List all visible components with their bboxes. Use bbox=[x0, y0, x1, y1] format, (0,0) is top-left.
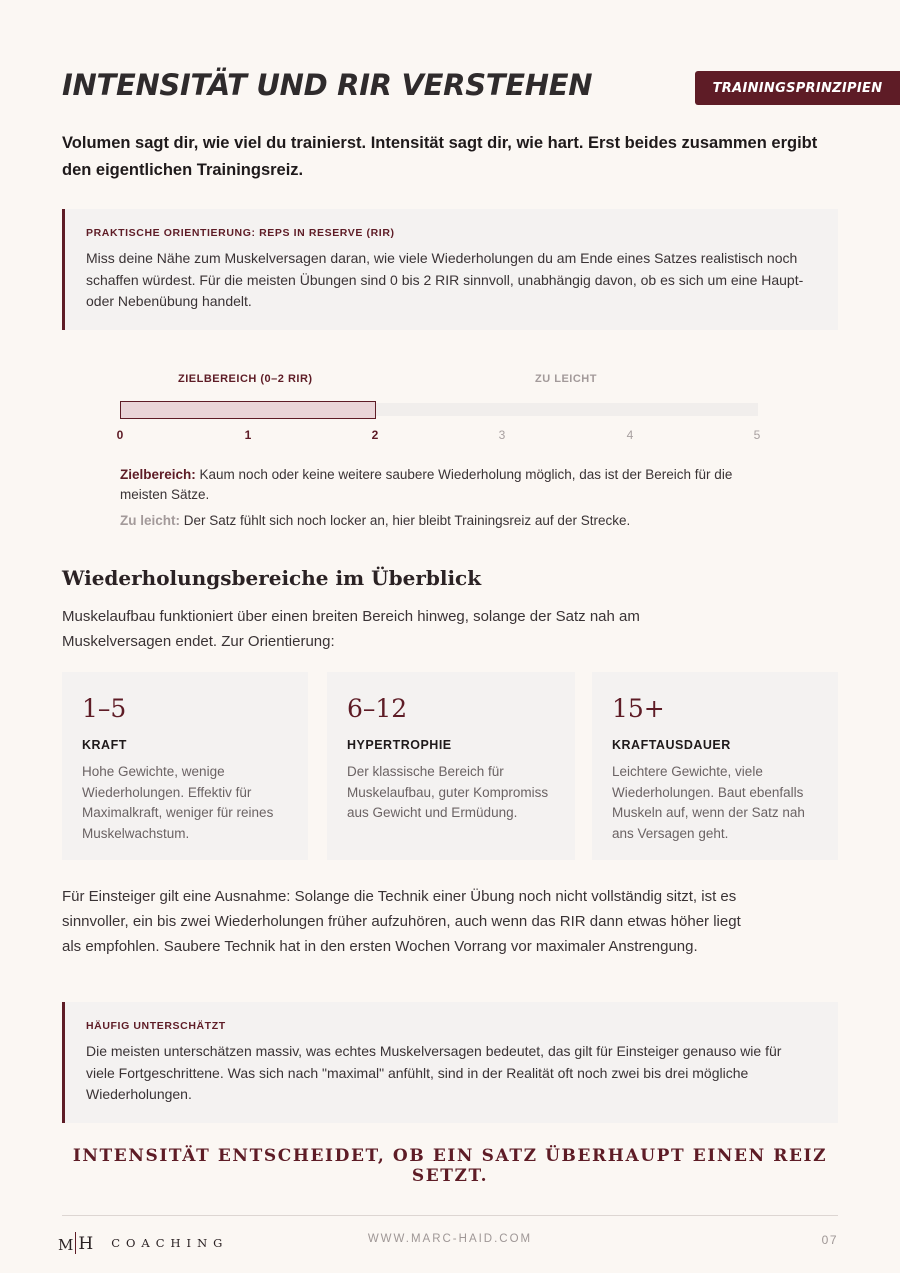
logo-letter-m: M bbox=[58, 1236, 74, 1254]
body-text: Für Einsteiger gilt eine Ausnahme: Solange die Technik einer Übung noch nicht vollständig sitzt, ist es sinnvoller, ein bis zwei Wiederholungen früher aufzuhören, auch wenn das RIR dann etwas höher liegt als empfohlen. Saubere Technik hat in den ersten Wochen Vorrang vor maximaler Anstrengung. bbox=[62, 888, 741, 955]
section-text: Muskelaufbau funktioniert über einen breiten Bereich hinweg, solange der Satz nah am Muskelversagen endet. Zur Orientierung: bbox=[62, 608, 640, 650]
legend-easy-key: Zu leicht: bbox=[120, 513, 180, 528]
card-title: KRAFTAUSDAUER bbox=[612, 738, 731, 752]
legend-target-text: Kaum noch oder keine weitere saubere Wiederholung möglich, das ist der Bereich für die meisten Sätze. bbox=[120, 467, 733, 502]
section-heading: Wiederholungsbereiche im Überblick bbox=[62, 566, 482, 590]
intro-text: Volumen sagt dir, wie viel du trainierst. Intensität sagt dir, wie hart. Erst beides zusammen ergibt den eigentlichen Trainingsreiz. bbox=[62, 134, 818, 179]
logo-letter-h: H bbox=[78, 1234, 94, 1254]
card-range: 6–12 bbox=[347, 694, 408, 723]
card-range: 1–5 bbox=[82, 694, 127, 723]
scale-easy-label: ZU LEICHT bbox=[535, 373, 597, 385]
scale-target-label: ZIELBEREICH (0–2 RIR) bbox=[178, 373, 313, 385]
brand-logo bbox=[58, 1228, 228, 1254]
rep-range-card bbox=[327, 672, 575, 860]
callout-label: PRAKTISCHE ORIENTIERUNG: REPS IN RESERVE (RIR) bbox=[86, 227, 395, 239]
footer-divider bbox=[62, 1215, 838, 1216]
scale-tick: 4 bbox=[626, 428, 634, 442]
page-title: INTENSITÄT UND RIR VERSTEHEN bbox=[62, 68, 593, 102]
card-title: KRAFT bbox=[82, 738, 127, 752]
scale-tick: 2 bbox=[371, 428, 379, 442]
callout-label: HÄUFIG UNTERSCHÄTZT bbox=[86, 1020, 226, 1032]
rir-callout bbox=[62, 209, 838, 330]
legend-target bbox=[120, 465, 760, 505]
callout-text: Miss deine Nähe zum Muskelversagen daran, wie viele Wiederholungen du am Ende eines Satzes realistisch noch schaffen würdest. Für die meisten Übungen sind 0 bis 2 RIR sinnvoll, unabhängig davon, ob es sich um eine Haupt- oder Nebenübung handelt. bbox=[86, 250, 804, 309]
callout-text: Die meisten unterschätzen massiv, was echtes Muskelversagen bedeutet, das gilt für Einsteiger genauso wie für viele Fortgeschrittene. Was sich nach "maximal" anfühlt, sind in der Realität oft noch zwei bis drei mögliche Wiederholungen. bbox=[86, 1043, 782, 1102]
scale-tick: 1 bbox=[244, 428, 252, 442]
legend-easy bbox=[120, 511, 760, 531]
closing-quote: INTENSITÄT ENTSCHEIDET, OB EIN SATZ ÜBERHAUPT EINEN REIZ SETZT. bbox=[72, 1146, 828, 1186]
logo-divider bbox=[75, 1232, 76, 1254]
rep-range-card bbox=[62, 672, 308, 860]
card-range: 15+ bbox=[612, 694, 665, 723]
card-text: Leichtere Gewichte, viele Wiederholungen. Baut ebenfalls Muskeln auf, wenn der Satz nah ans Versagen geht. bbox=[612, 764, 805, 841]
rep-range-card bbox=[592, 672, 838, 860]
section-tag: TRAININGSPRINZIPIEN bbox=[695, 71, 900, 105]
logo-wordmark: COACHING bbox=[111, 1236, 229, 1250]
legend-easy-text: Der Satz fühlt sich noch locker an, hier bleibt Trainingsreiz auf der Strecke. bbox=[180, 513, 631, 528]
card-title: HYPERTROPHIE bbox=[347, 738, 452, 752]
rir-target-range-bar bbox=[120, 401, 376, 419]
page-number: 07 bbox=[821, 1233, 838, 1247]
logo-monogram bbox=[58, 1228, 93, 1254]
scale-tick: 3 bbox=[498, 428, 506, 442]
scale-tick: 5 bbox=[753, 428, 761, 442]
legend-target-key: Zielbereich: bbox=[120, 467, 196, 482]
footer-url: WWW.MARC-HAID.COM bbox=[367, 1233, 533, 1245]
warning-callout bbox=[62, 1002, 838, 1123]
scale-tick: 0 bbox=[116, 428, 124, 442]
card-text: Hohe Gewichte, wenige Wiederholungen. Effektiv für Maximalkraft, weniger für reines Muskelwachstum. bbox=[82, 764, 274, 841]
card-text: Der klassische Bereich für Muskelaufbau, guter Kompromiss aus Gewicht und Ermüdung. bbox=[347, 764, 549, 820]
